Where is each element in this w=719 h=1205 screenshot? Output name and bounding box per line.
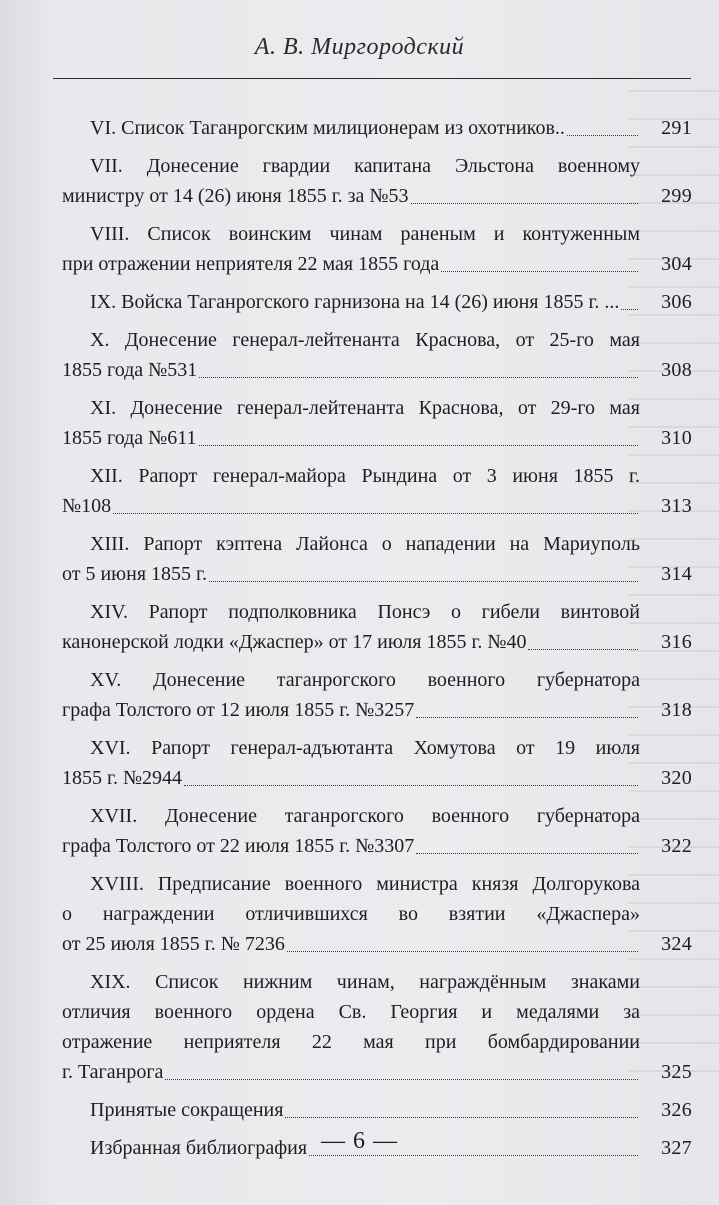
toc-entry	[62, 151, 692, 211]
dot-leader	[567, 113, 638, 136]
toc-entry-line-text: 1855 г. №2944	[62, 767, 183, 789]
toc-entry-line: XII. Рапорт генерал-майора Рындина от 3 июня 1855 г.	[90, 465, 640, 487]
dot-leader	[416, 695, 638, 718]
toc-entry-title	[62, 151, 640, 211]
toc-page-number: 304	[661, 253, 692, 275]
toc-entry	[62, 113, 692, 143]
toc-page-number: 314	[661, 563, 692, 585]
toc-entry-title	[62, 287, 640, 317]
toc-entry-line-text: Принятые сокращения	[90, 1099, 284, 1121]
toc-entry-title	[62, 869, 640, 959]
toc-entry-title	[62, 325, 640, 385]
toc-entry-line	[62, 113, 640, 143]
toc-entry-title	[62, 665, 640, 725]
toc-entry-line: XVII. Донесение таганрогского военного губернатора	[90, 805, 640, 827]
toc-entry	[62, 869, 692, 959]
toc-entry-line	[62, 423, 640, 453]
toc-entry-line: XIX. Список нижним чинам, награждённым знаками	[90, 971, 640, 993]
toc-entry-line	[62, 1095, 640, 1125]
toc-entry-title	[62, 113, 640, 143]
toc-entry-line: XIII. Рапорт кэптена Лайонса о нападении на Мариуполь	[90, 533, 640, 555]
toc-entry-line: XVI. Рапорт генерал-адъютанта Хомутова от 19 июля	[90, 737, 640, 759]
toc-entry-line: VII. Донесение гвардии капитана Эльстона военному	[90, 155, 640, 177]
header-rule	[53, 78, 691, 79]
toc-page-number: 310	[661, 427, 692, 449]
toc-entry-line	[62, 1057, 640, 1087]
toc-entry-line: XI. Донесение генерал-лейтенанта Краснова, от 29-го мая	[90, 397, 640, 419]
page-number: — 6 —	[321, 1128, 398, 1154]
dot-leader	[165, 1057, 638, 1080]
toc-entry-line: X. Донесение генерал-лейтенанта Краснова, от 25-го мая	[90, 329, 640, 351]
toc-entry	[62, 1095, 692, 1125]
toc-entry-title	[62, 219, 640, 279]
toc-page-number: 316	[661, 631, 692, 653]
toc-entry-line-text: канонерской лодки «Джаспер» от 17 июля 1855 г. №40	[62, 631, 527, 653]
toc-page-number: 306	[661, 291, 692, 313]
toc-entry-line-text: министру от 14 (26) июня 1855 г. за №53	[62, 185, 409, 207]
toc-page-number: 318	[661, 699, 692, 721]
toc-page-number: 327	[661, 1137, 692, 1159]
dot-leader	[441, 249, 638, 272]
toc-entry-line-text: от 25 июля 1855 г. № 7236	[62, 933, 285, 955]
toc-entry	[62, 597, 692, 657]
toc-entry-line: отражение неприятеля 22 мая при бомбардировании	[62, 1031, 640, 1053]
toc-entry-line-text: г. Таганрога	[62, 1061, 164, 1083]
toc-entry	[62, 393, 692, 453]
toc-page-number: 325	[661, 1061, 692, 1083]
toc-entry-line-text: VI. Список Таганрогским милиционерам из охотников..	[90, 117, 565, 139]
dot-leader	[209, 559, 638, 582]
toc-entry-title	[62, 1095, 640, 1125]
toc-entry-line: XV. Донесение таганрогского военного губернатора	[90, 669, 640, 691]
toc-entry-title	[62, 801, 640, 861]
toc-entry-line-text: №108	[62, 495, 112, 517]
toc-entry-line: VIII. Список воинским чинам раненым и контуженным	[90, 223, 640, 245]
toc-entry-line	[62, 763, 640, 793]
toc-entry-line-text: от 5 июня 1855 г.	[62, 563, 207, 585]
dot-leader	[411, 181, 638, 204]
dot-leader	[285, 1095, 638, 1118]
toc-entry-line	[62, 491, 640, 521]
dot-leader	[199, 355, 638, 378]
toc-entry	[62, 461, 692, 521]
toc-entry	[62, 287, 692, 317]
toc-entry-line: XVIII. Предписание военного министра князя Долгорукова	[90, 873, 640, 895]
toc-entry-line	[62, 559, 640, 589]
toc-page-number: 299	[661, 185, 692, 207]
dot-leader	[416, 831, 638, 854]
toc-entry-line	[62, 627, 640, 657]
dot-leader	[528, 627, 638, 650]
toc-entry-title	[62, 733, 640, 793]
toc-entry-line-text: 1855 года №611	[62, 427, 197, 449]
toc-entry-line	[62, 249, 640, 279]
toc-page-number: 291	[661, 117, 692, 139]
toc-page-number: 308	[661, 359, 692, 381]
toc-entry-title	[62, 529, 640, 589]
toc-entry-line-text: 1855 года №531	[62, 359, 198, 381]
toc-entry-line	[62, 287, 640, 317]
dot-leader	[621, 287, 638, 310]
toc-entry	[62, 733, 692, 793]
table-of-contents	[62, 113, 692, 1171]
toc-entry-line	[62, 929, 640, 959]
dot-leader	[184, 763, 638, 786]
toc-entry-line	[62, 695, 640, 725]
dot-leader	[199, 423, 638, 446]
toc-entry-line-text: IX. Войска Таганрогского гарнизона на 14 (26) июня 1855 г. ...	[90, 291, 620, 313]
toc-page-number: 313	[661, 495, 692, 517]
toc-entry-title	[62, 597, 640, 657]
toc-entry-line: отличия военного ордена Св. Георгия и медалями за	[62, 1001, 640, 1023]
toc-entry-line-text: при отражении неприятеля 22 мая 1855 года	[62, 253, 440, 275]
toc-entry	[62, 967, 692, 1087]
toc-page-number: 324	[661, 933, 692, 955]
toc-entry-title	[62, 461, 640, 521]
toc-entry	[62, 665, 692, 725]
toc-page-number: 320	[661, 767, 692, 789]
toc-entry-line-text: графа Толстого от 12 июля 1855 г. №3257	[62, 699, 415, 721]
toc-entry-line-text: Избранная библиография	[90, 1137, 308, 1159]
running-head: А. В. Миргородский	[254, 34, 465, 60]
toc-entry-line	[62, 831, 640, 861]
toc-entry	[62, 219, 692, 279]
dot-leader	[287, 929, 638, 952]
toc-entry	[62, 325, 692, 385]
toc-entry-line-text: графа Толстого от 22 июля 1855 г. №3307	[62, 835, 415, 857]
toc-entry-line	[62, 355, 640, 385]
toc-entry-line	[62, 181, 640, 211]
toc-page-number: 322	[661, 835, 692, 857]
toc-entry-line: XIV. Рапорт подполковника Понсэ о гибели винтовой	[90, 601, 640, 623]
toc-entry-title	[62, 393, 640, 453]
toc-entry	[62, 801, 692, 861]
toc-entry-line: о награждении отличившихся во взятии «Джаспера»	[62, 903, 640, 925]
dot-leader	[113, 491, 638, 514]
toc-page-number: 326	[661, 1099, 692, 1121]
toc-entry	[62, 529, 692, 589]
toc-entry-title	[62, 967, 640, 1087]
